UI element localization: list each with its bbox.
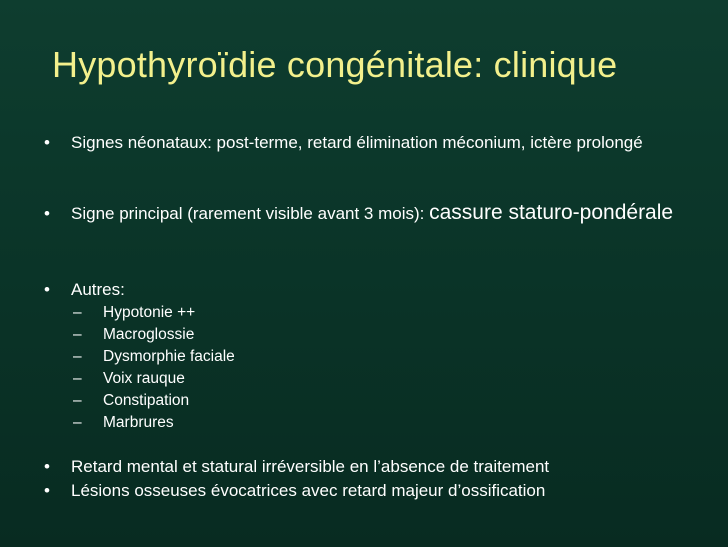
bullet-marker: •: [44, 204, 50, 223]
sub-marker: –: [73, 370, 82, 387]
sub-item-text: Macroglossie: [103, 326, 195, 343]
bullet-marker: •: [44, 457, 50, 476]
bullet-text-normal: Signe principal (rarement visible avant 3 mois):: [71, 204, 430, 223]
slide-title: Hypothyroïdie congénitale: clinique: [52, 44, 618, 85]
bullet-text-emphasis: cassure staturo-pondérale: [429, 201, 674, 224]
bullet-marker: •: [44, 481, 50, 500]
sub-marker: –: [73, 392, 82, 409]
sub-marker: –: [73, 326, 82, 343]
bullet-text: Signes néonataux: post-terme, retard élimination méconium, ictère prolongé: [71, 133, 643, 152]
sub-item-text: Dysmorphie faciale: [103, 348, 235, 365]
sub-marker: –: [73, 304, 82, 321]
sub-item-text: Marbrures: [103, 414, 174, 431]
bullet-marker: •: [44, 133, 50, 152]
sub-item-text: Voix rauque: [103, 370, 185, 387]
bullet-text: Autres:: [71, 280, 125, 299]
sub-item-text: Constipation: [103, 392, 190, 409]
sub-item-text: Hypotonie ++: [103, 304, 196, 321]
bullet-text: [71, 200, 701, 227]
sub-marker: –: [73, 414, 82, 431]
bullet-text: Lésions osseuses évocatrices avec retard majeur d’ossification: [71, 481, 546, 500]
bullet-marker: •: [44, 280, 50, 299]
bullet-text: Retard mental et statural irréversible en l’absence de traitement: [71, 457, 550, 476]
sub-marker: –: [73, 348, 82, 365]
